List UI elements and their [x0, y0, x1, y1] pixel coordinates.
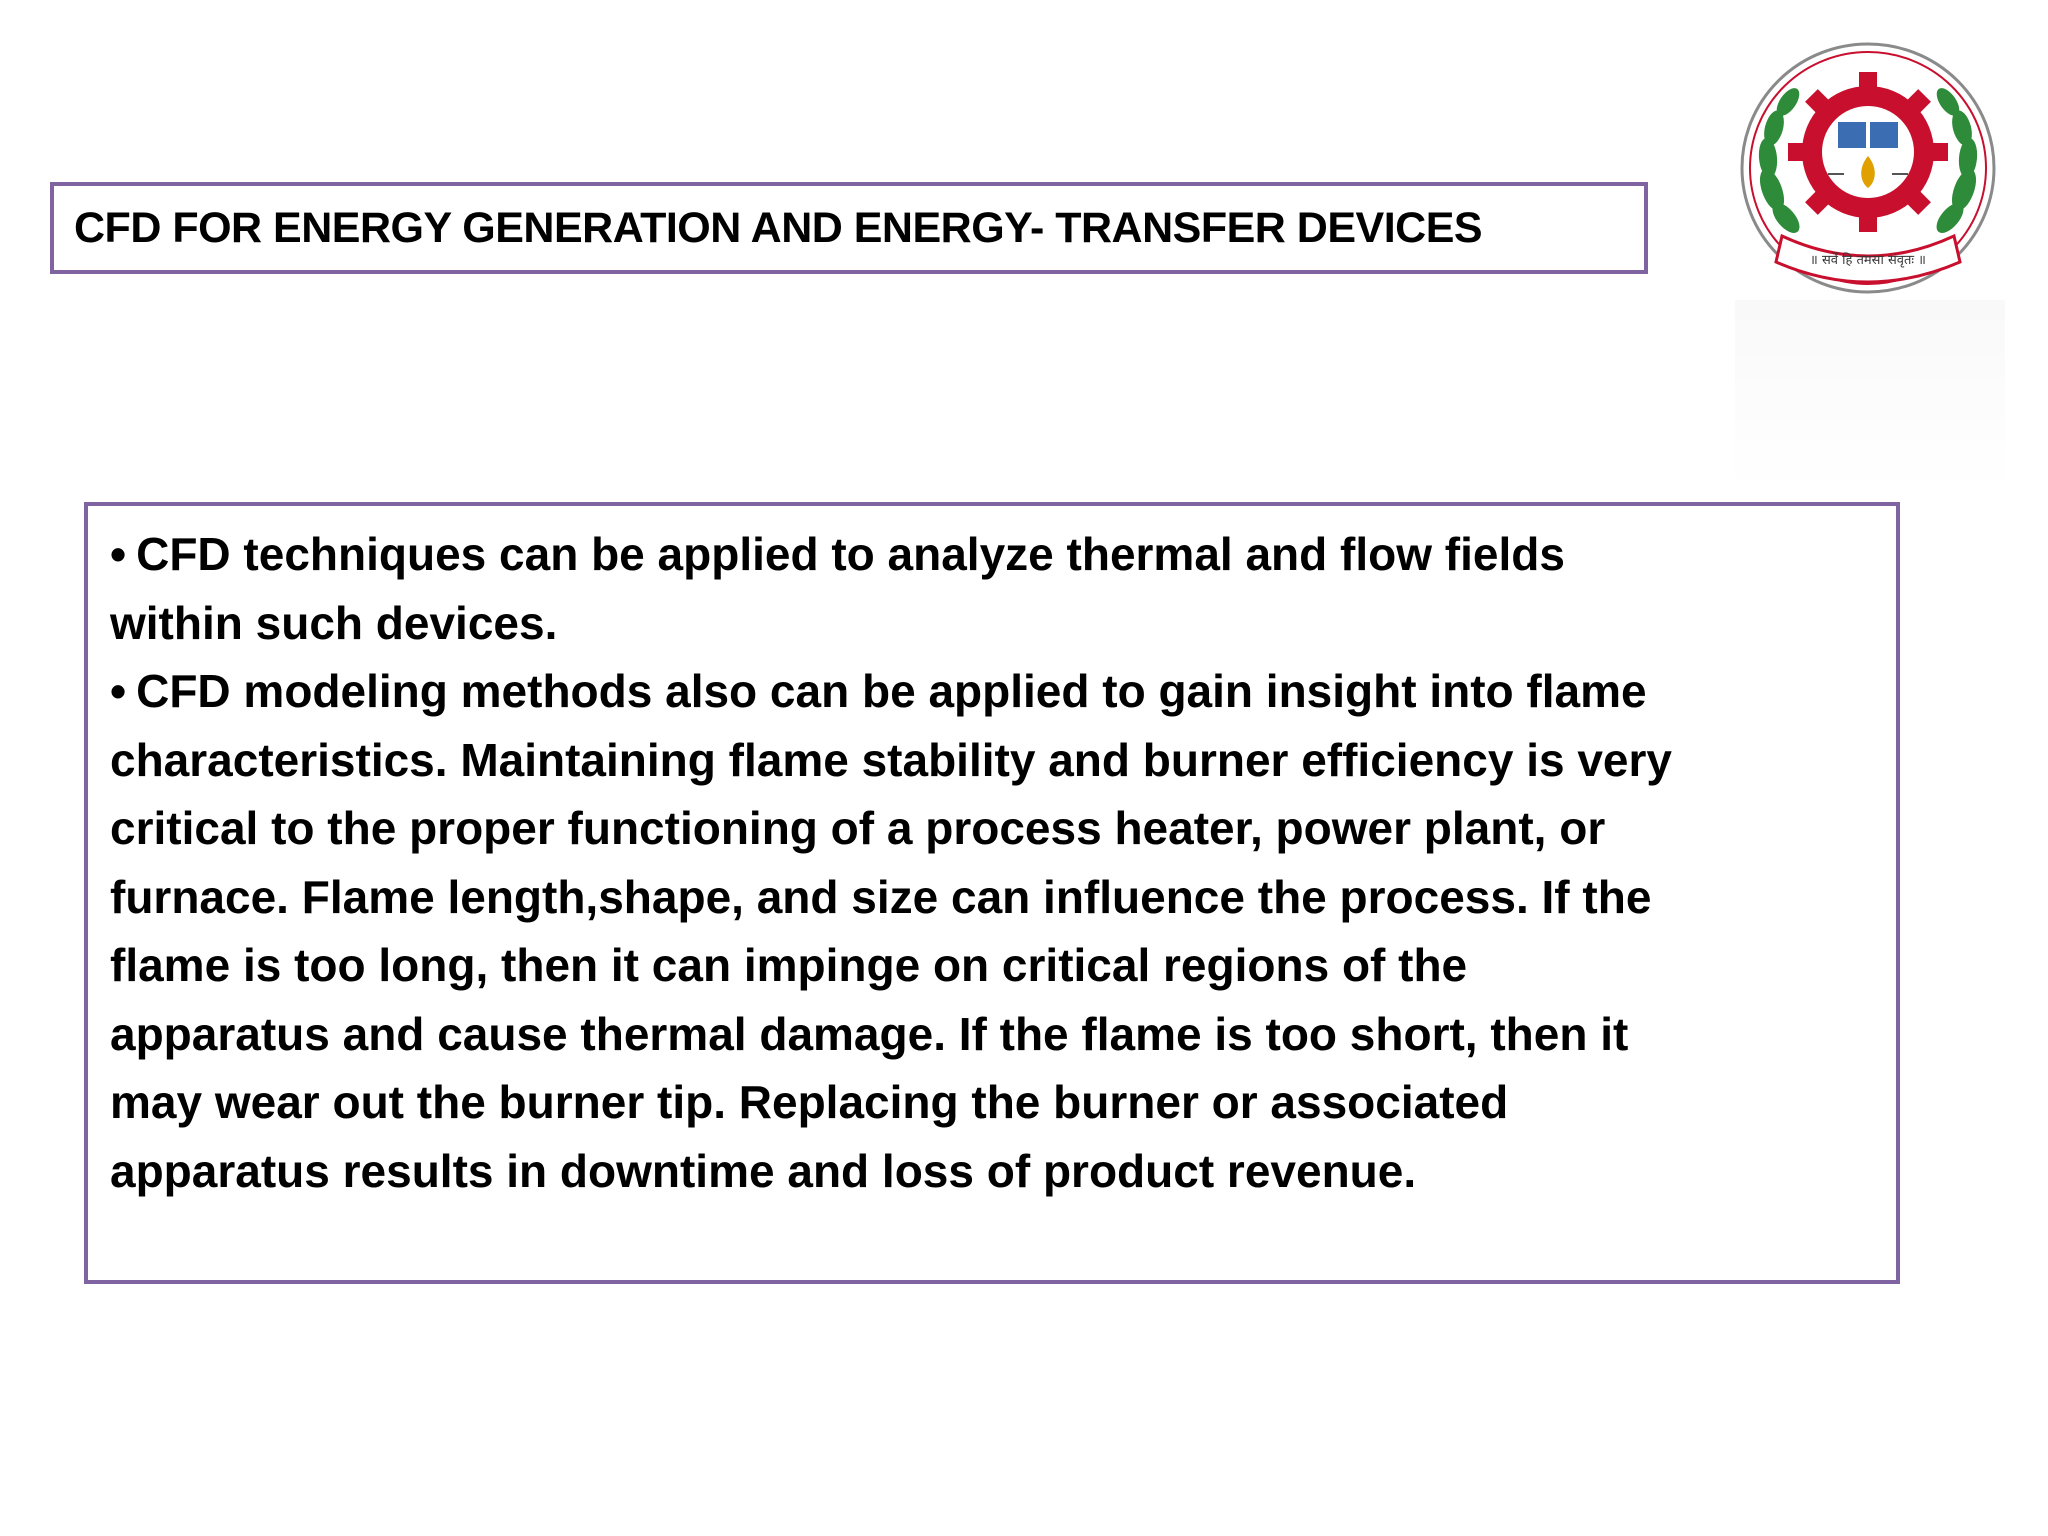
college-emblem-icon [1720, 40, 2020, 340]
bullet-item [110, 520, 1690, 657]
slide-title: CFD FOR ENERGY GENERATION AND ENERGY- TRANSFER DEVICES [74, 203, 1483, 252]
content-box [84, 502, 1900, 1284]
college-logo [1720, 40, 2020, 500]
logo-motto: ॥ सर्वे हि तमसा संवृतः ॥ [1810, 253, 1926, 268]
bullet-text: CFD techniques can be applied to analyze thermal and flow fields within such devices. [110, 528, 1565, 649]
bullet-item [110, 657, 1690, 1205]
bullet-text: CFD modeling methods also can be applied to gain insight into flame characteristics. Maintaining flame stability and burner efficiency is very critical to the proper functioning of a process heater, power plant, or furnace. Flame length,shape, and size can influence the process. If the flame is too long, then it can impinge on critical regions of the apparatus and cause thermal damage. If the flame is too short, then it may wear out the burner tip. Replacing the burner or associated apparatus results in downtime and loss of product revenue. [110, 665, 1673, 1197]
title-box [50, 182, 1648, 274]
bullet-mark: • [110, 665, 127, 717]
bullet-mark: • [110, 528, 127, 580]
